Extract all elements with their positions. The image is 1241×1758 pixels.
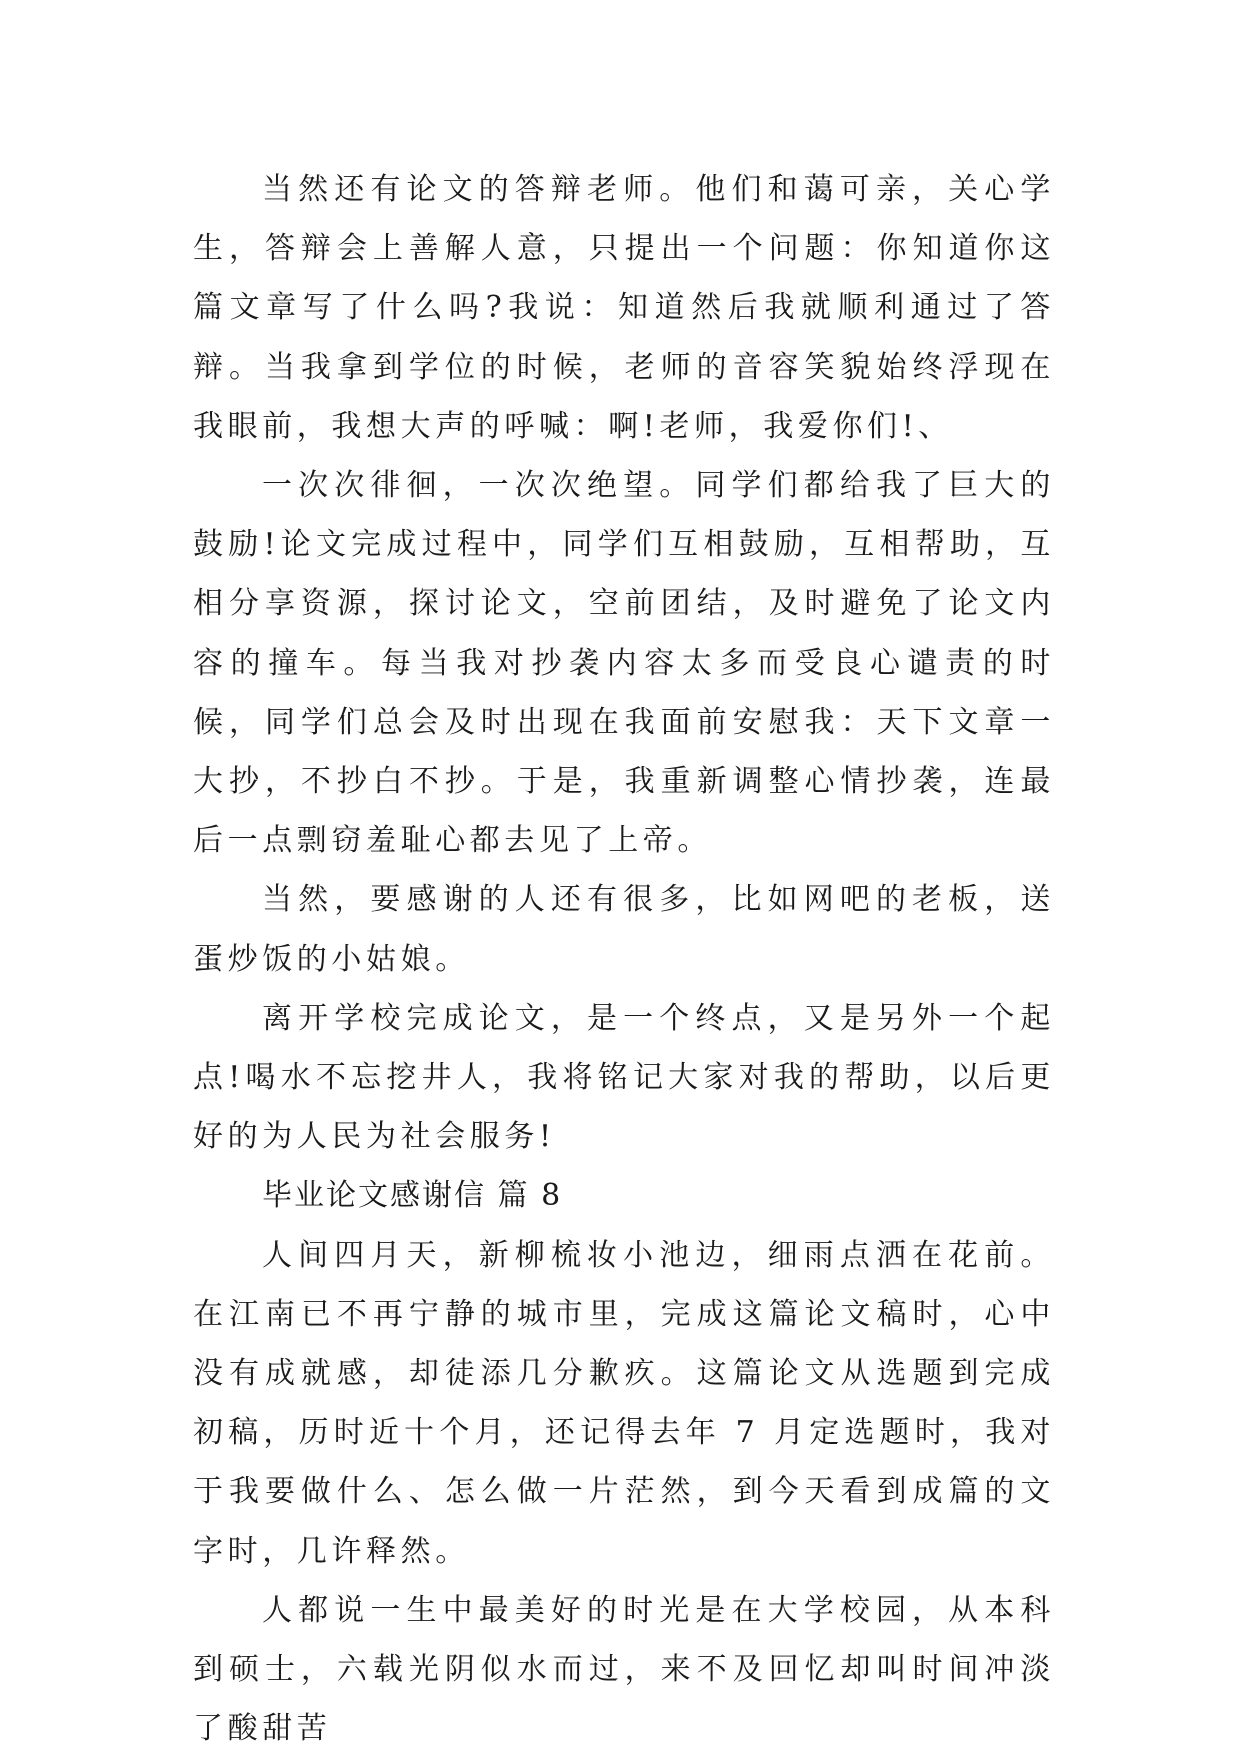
paragraph-classmates: 一次次徘徊，一次次绝望。同学们都给我了巨大的鼓励!论文完成过程中，同学们互相鼓励，互相帮助，互相分享资源，探讨论文，空前团结，及时避免了论文内容的撞车。每当我对抄袭内容太多而受良心谴责的时候，同学们总会及时出现在我面前安慰我：天下文章一大抄，不抄白不抄。于是，我重新调整心情抄袭，连最后一点剽窃羞耻心都去见了上帝。 bbox=[193, 468, 1055, 859]
paragraph-thanks-others: 当然，要感谢的人还有很多，比如网吧的老板，送蛋炒饭的小姑娘。 bbox=[193, 882, 1055, 977]
paragraph-defense-teachers: 当然还有论文的答辩老师。他们和蔼可亲，关心学生，答辩会上善解人意，只提出一个问题：你知道你这篇文章写了什么吗?我说：知道然后我就顺利通过了答辩。当我拿到学位的时候，老师的音容笑貌始终浮现在我眼前，我想大声的呼喊：啊!老师，我爱你们!、 bbox=[193, 172, 1055, 444]
paragraph-leaving-school: 离开学校完成论文，是一个终点，又是另外一个起点!喝水不忘挖井人，我将铭记大家对我的帮助，以后更好的为人民为社会服务! bbox=[193, 1000, 1055, 1155]
paragraph-campus-years: 人都说一生中最美好的时光是在大学校园，从本科到硕士，六载光阴似水而过，来不及回忆却叫时间冲淡了酸甜苦 bbox=[193, 1592, 1055, 1747]
section-heading: 毕业论文感谢信 篇 8 bbox=[262, 1178, 563, 1214]
paragraph-april: 人间四月天，新柳梳妆小池边，细雨点洒在花前。在江南已不再宁静的城市里，完成这篇论文稿时，心中没有成就感，却徒添几分歉疚。这篇论文从选题到完成初稿，历时近十个月，还记得去年 7 月定选题时，我对于我要做什么、怎么做一片茫然，到今天看到成篇的文字时，几许释然。 bbox=[193, 1237, 1055, 1569]
document-body bbox=[193, 160, 1055, 1758]
